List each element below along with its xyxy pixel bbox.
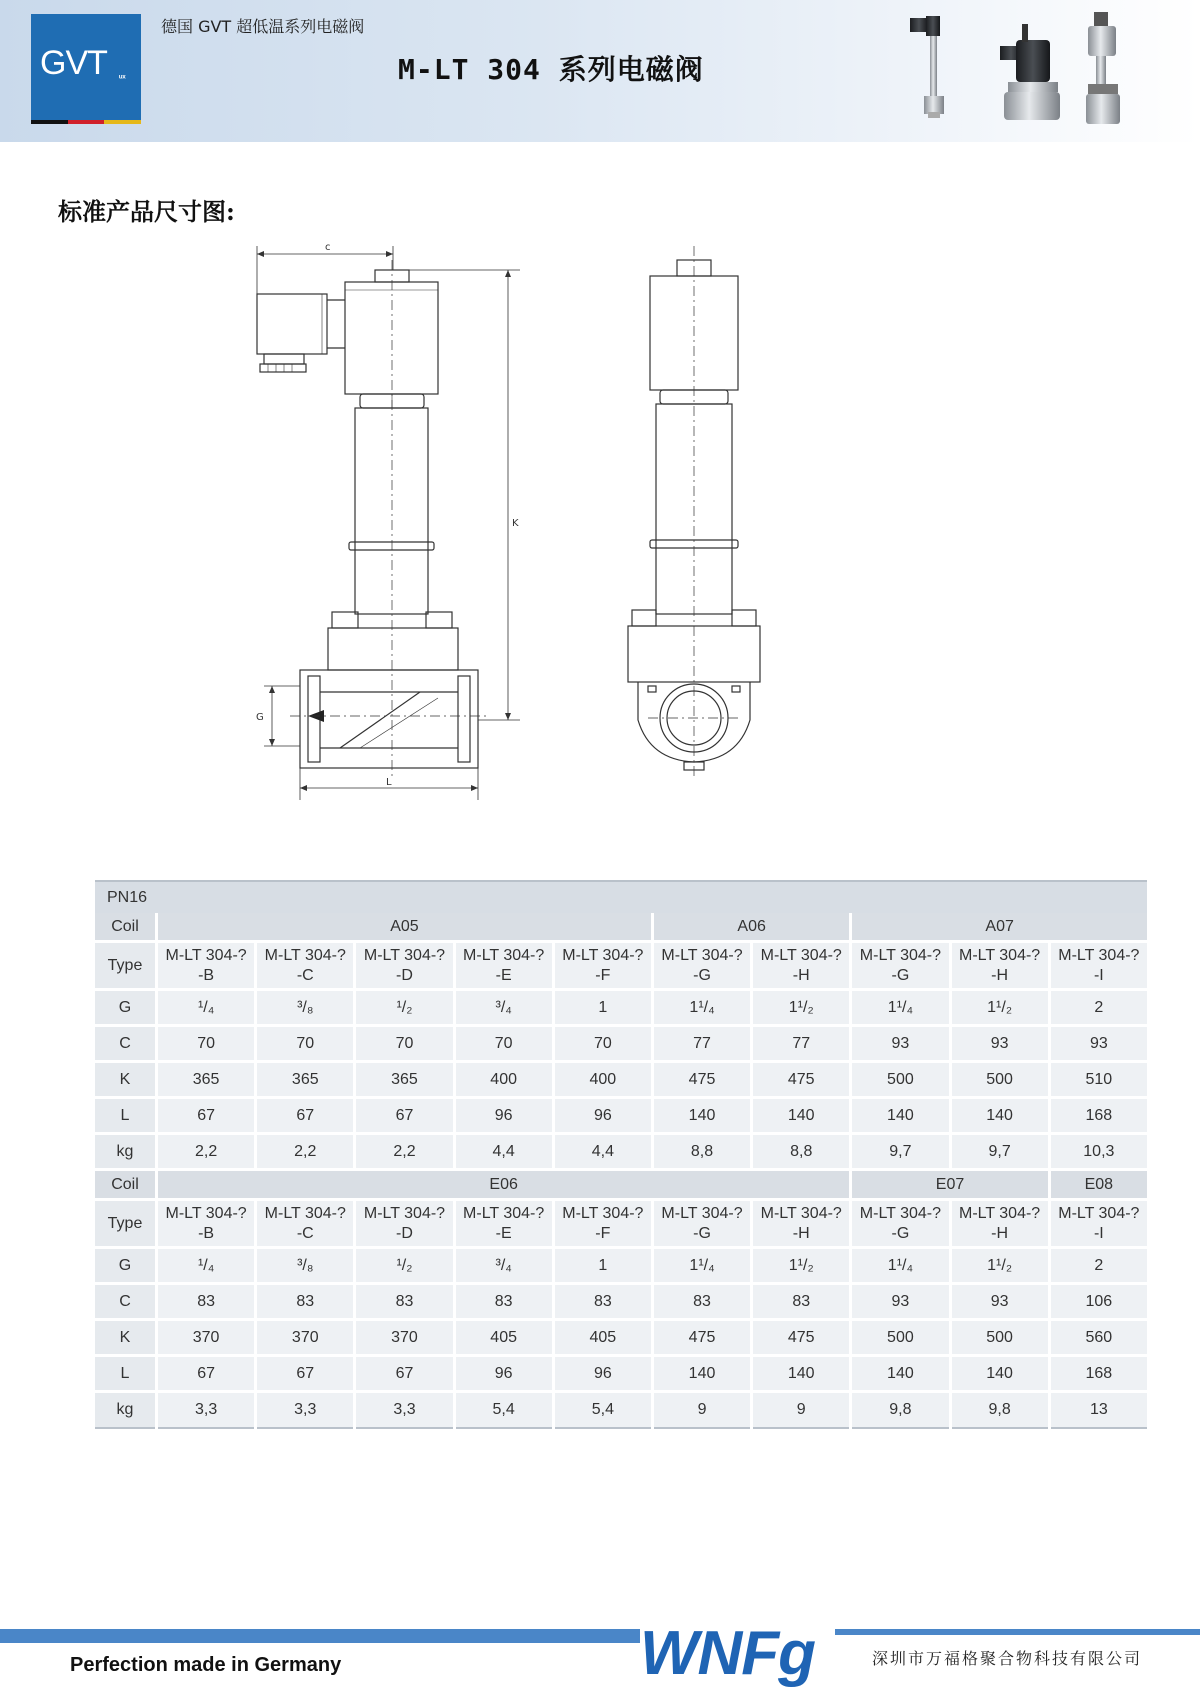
type-model: M-LT 304-? <box>562 946 644 964</box>
data-cell: 83 <box>158 1285 254 1321</box>
row-label: L <box>95 1357 155 1393</box>
data-cell: 10,3 <box>1051 1135 1147 1171</box>
data-cell: 70 <box>257 1027 353 1063</box>
data-cell: 1¹/₂ <box>952 1249 1048 1285</box>
type-model: M-LT 304-? <box>661 946 743 964</box>
data-cell: 140 <box>753 1099 849 1135</box>
type-cell <box>1051 943 1147 991</box>
spec-table <box>92 880 1150 1429</box>
front-view <box>628 246 760 776</box>
type-cell <box>158 943 254 991</box>
data-cell: 70 <box>456 1027 552 1063</box>
coil-row <box>95 913 1147 943</box>
footer-slogan: Perfection made in Germany <box>70 1654 342 1676</box>
data-cell: 4,4 <box>456 1135 552 1171</box>
type-cell <box>257 1201 353 1249</box>
data-cell: 2 <box>1051 1249 1147 1285</box>
page-header <box>0 0 1200 142</box>
data-cell: 77 <box>753 1027 849 1063</box>
type-suffix: -H <box>991 1224 1009 1242</box>
coil-row <box>95 1171 1147 1201</box>
row-label: K <box>95 1321 155 1357</box>
data-cell: 5,4 <box>555 1393 651 1429</box>
row-label: kg <box>95 1135 155 1171</box>
type-suffix: -E <box>495 1224 512 1242</box>
type-suffix: -H <box>991 966 1009 984</box>
product-photo-1 <box>910 16 944 118</box>
coil-group-header: A06 <box>654 913 849 943</box>
type-cell <box>753 1201 849 1249</box>
data-cell: 83 <box>753 1285 849 1321</box>
data-cell: ³/₄ <box>456 1249 552 1285</box>
data-cell: 365 <box>158 1063 254 1099</box>
data-cell: 2 <box>1051 991 1147 1027</box>
header-title: M-LT 304 系列电磁阀 <box>398 53 704 86</box>
type-suffix: -F <box>595 1224 611 1242</box>
row-label: K <box>95 1063 155 1099</box>
data-cell: 106 <box>1051 1285 1147 1321</box>
type-suffix: -I <box>1093 1224 1104 1242</box>
type-model: M-LT 304-? <box>958 946 1041 964</box>
data-cell: 370 <box>158 1321 254 1357</box>
dimension-drawing <box>250 240 810 860</box>
logo-mark: ᵤₓ <box>119 70 126 80</box>
data-cell: 93 <box>1051 1027 1147 1063</box>
data-cell: 475 <box>753 1321 849 1357</box>
type-cell <box>852 1201 948 1249</box>
type-cell <box>852 943 948 991</box>
data-cell: 96 <box>456 1099 552 1135</box>
type-cell <box>257 943 353 991</box>
row-label: G <box>95 1249 155 1285</box>
pressure-row <box>95 880 1147 913</box>
data-cell: 500 <box>852 1063 948 1099</box>
data-cell: 140 <box>852 1099 948 1135</box>
data-cell: 5,4 <box>456 1393 552 1429</box>
type-model: M-LT 304-? <box>165 946 247 964</box>
data-cell: 405 <box>555 1321 651 1357</box>
data-cell: 370 <box>356 1321 452 1357</box>
product-photo-3 <box>1086 12 1120 124</box>
type-suffix: -F <box>595 966 611 984</box>
data-cell: 83 <box>257 1285 353 1321</box>
data-cell: 140 <box>654 1099 750 1135</box>
data-cell: 96 <box>555 1357 651 1393</box>
type-cell <box>654 1201 750 1249</box>
data-cell: 370 <box>257 1321 353 1357</box>
data-cell: 93 <box>952 1027 1048 1063</box>
data-row <box>95 1135 1147 1171</box>
data-cell: 400 <box>456 1063 552 1099</box>
row-label: L <box>95 1099 155 1135</box>
data-cell: 2,2 <box>356 1135 452 1171</box>
data-cell: 510 <box>1051 1063 1147 1099</box>
data-cell: 9,7 <box>952 1135 1048 1171</box>
type-suffix: -B <box>198 966 215 984</box>
data-row <box>95 1393 1147 1429</box>
type-suffix: -G <box>891 1224 910 1242</box>
data-cell: 560 <box>1051 1321 1147 1357</box>
data-cell: 9 <box>753 1393 849 1429</box>
data-cell: 3,3 <box>356 1393 452 1429</box>
data-cell: ³/₈ <box>257 1249 353 1285</box>
data-cell: ³/₈ <box>257 991 353 1027</box>
footer-rule-left <box>0 1629 640 1643</box>
data-cell: 1¹/₄ <box>654 1249 750 1285</box>
type-suffix: -B <box>198 1224 215 1242</box>
type-suffix: -C <box>296 1224 314 1242</box>
data-cell: 96 <box>456 1357 552 1393</box>
type-model: M-LT 304-? <box>264 1204 346 1222</box>
type-model: M-LT 304-? <box>1058 1204 1140 1222</box>
type-suffix: -G <box>693 966 711 984</box>
data-cell: 1 <box>555 991 651 1027</box>
data-cell: 1¹/₂ <box>753 1249 849 1285</box>
type-cell <box>456 1201 552 1249</box>
data-cell: 3,3 <box>257 1393 353 1429</box>
data-cell: 67 <box>257 1357 353 1393</box>
data-row <box>95 1027 1147 1063</box>
dim-label-k: K <box>512 518 519 529</box>
coil-group-header: A05 <box>158 913 651 943</box>
data-cell: 1¹/₄ <box>852 1249 948 1285</box>
header-subtitle: 德国 GVT 超低温系列电磁阀 <box>161 17 365 36</box>
data-cell: ¹/₄ <box>158 1249 254 1285</box>
pressure-label: PN16 <box>95 880 1147 913</box>
data-cell: ¹/₂ <box>356 991 452 1027</box>
data-cell: 70 <box>555 1027 651 1063</box>
type-cell <box>356 943 452 991</box>
dim-label-l: L <box>386 777 392 788</box>
type-label: Type <box>95 1201 155 1249</box>
data-cell: 3,3 <box>158 1393 254 1429</box>
data-cell: 168 <box>1051 1099 1147 1135</box>
data-cell: 93 <box>952 1285 1048 1321</box>
data-cell: 1¹/₄ <box>654 991 750 1027</box>
type-cell <box>952 943 1048 991</box>
type-row <box>95 943 1147 991</box>
type-row <box>95 1201 1147 1249</box>
type-suffix: -C <box>296 966 314 984</box>
data-cell: ¹/₂ <box>356 1249 452 1285</box>
data-row <box>95 1099 1147 1135</box>
logo-flag-stripe <box>31 120 141 124</box>
product-photo-2 <box>1000 24 1060 120</box>
type-cell <box>555 1201 651 1249</box>
type-cell <box>753 943 849 991</box>
type-suffix: -D <box>396 1224 413 1242</box>
type-cell <box>456 943 552 991</box>
type-cell <box>356 1201 452 1249</box>
type-model: M-LT 304-? <box>165 1204 247 1222</box>
data-row <box>95 991 1147 1027</box>
data-cell: 8,8 <box>753 1135 849 1171</box>
type-label: Type <box>95 943 155 991</box>
data-cell: 140 <box>753 1357 849 1393</box>
coil-group-header: E06 <box>158 1171 849 1201</box>
data-cell: 2,2 <box>158 1135 254 1171</box>
data-cell: 93 <box>852 1027 948 1063</box>
type-model: M-LT 304-? <box>958 1204 1041 1222</box>
data-row <box>95 1249 1147 1285</box>
data-cell: 67 <box>158 1099 254 1135</box>
data-cell: 4,4 <box>555 1135 651 1171</box>
type-model: M-LT 304-? <box>363 1204 446 1222</box>
data-cell: 1 <box>555 1249 651 1285</box>
coil-group-header: E08 <box>1051 1171 1147 1201</box>
type-cell <box>654 943 750 991</box>
footer-rule-right <box>835 1629 1200 1635</box>
type-model: M-LT 304-? <box>859 946 942 964</box>
row-label: G <box>95 991 155 1027</box>
type-suffix: -H <box>792 1224 810 1242</box>
footer-brand-logo: WNFg <box>640 1619 816 1688</box>
side-view <box>256 242 520 800</box>
coil-group-header: E07 <box>852 1171 1047 1201</box>
data-cell: 140 <box>952 1357 1048 1393</box>
data-cell: 475 <box>753 1063 849 1099</box>
data-row <box>95 1285 1147 1321</box>
footer-company-name: 深圳市万福格聚合物科技有限公司 <box>872 1649 1143 1668</box>
type-suffix: -D <box>396 966 413 984</box>
product-photos <box>890 6 1150 142</box>
data-cell: 8,8 <box>654 1135 750 1171</box>
flag-gold <box>104 120 141 124</box>
row-label: C <box>95 1285 155 1321</box>
type-suffix: -G <box>693 1224 711 1242</box>
data-cell: 9,7 <box>852 1135 948 1171</box>
data-cell: 70 <box>158 1027 254 1063</box>
data-cell: 93 <box>852 1285 948 1321</box>
type-model: M-LT 304-? <box>859 1204 942 1222</box>
data-cell: 500 <box>952 1321 1048 1357</box>
data-cell: 83 <box>456 1285 552 1321</box>
type-suffix: -G <box>891 966 910 984</box>
specification-table <box>92 880 1150 1429</box>
section-title: 标准产品尺寸图: <box>58 197 235 226</box>
data-cell: 70 <box>356 1027 452 1063</box>
type-model: M-LT 304-? <box>463 946 545 964</box>
data-cell: 475 <box>654 1063 750 1099</box>
data-cell: 500 <box>852 1321 948 1357</box>
data-cell: 475 <box>654 1321 750 1357</box>
type-model: M-LT 304-? <box>1058 946 1140 964</box>
type-model: M-LT 304-? <box>264 946 346 964</box>
data-cell: 83 <box>555 1285 651 1321</box>
flag-red <box>68 120 105 124</box>
data-cell: 67 <box>356 1357 452 1393</box>
data-cell: 1¹/₄ <box>852 991 948 1027</box>
data-cell: 13 <box>1051 1393 1147 1429</box>
data-cell: 83 <box>356 1285 452 1321</box>
data-cell: 77 <box>654 1027 750 1063</box>
data-cell: 9,8 <box>952 1393 1048 1429</box>
type-suffix: -E <box>495 966 512 984</box>
type-suffix: -H <box>792 966 810 984</box>
type-model: M-LT 304-? <box>463 1204 545 1222</box>
gvt-logo <box>31 14 141 122</box>
type-cell <box>952 1201 1048 1249</box>
data-cell: 405 <box>456 1321 552 1357</box>
data-cell: 67 <box>356 1099 452 1135</box>
data-row <box>95 1321 1147 1357</box>
data-cell: 67 <box>158 1357 254 1393</box>
data-cell: 2,2 <box>257 1135 353 1171</box>
type-model: M-LT 304-? <box>562 1204 644 1222</box>
dim-label-g: G <box>256 712 264 723</box>
data-cell: ³/₄ <box>456 991 552 1027</box>
type-model: M-LT 304-? <box>760 946 842 964</box>
logo-text: GVT <box>40 44 107 82</box>
data-cell: 1¹/₂ <box>753 991 849 1027</box>
spec-table-body <box>95 880 1147 1429</box>
type-model: M-LT 304-? <box>363 946 446 964</box>
coil-label: Coil <box>95 913 155 943</box>
row-label: kg <box>95 1393 155 1429</box>
dim-label-c: c <box>325 242 331 253</box>
type-cell <box>158 1201 254 1249</box>
coil-group-header: A07 <box>852 913 1147 943</box>
coil-label: Coil <box>95 1171 155 1201</box>
data-cell: 500 <box>952 1063 1048 1099</box>
data-cell: 365 <box>257 1063 353 1099</box>
data-cell: ¹/₄ <box>158 991 254 1027</box>
type-cell <box>1051 1201 1147 1249</box>
data-cell: 140 <box>852 1357 948 1393</box>
data-cell: 1¹/₂ <box>952 991 1048 1027</box>
data-cell: 140 <box>654 1357 750 1393</box>
data-cell: 96 <box>555 1099 651 1135</box>
type-suffix: -I <box>1093 966 1104 984</box>
data-cell: 365 <box>356 1063 452 1099</box>
type-model: M-LT 304-? <box>760 1204 842 1222</box>
data-cell: 9 <box>654 1393 750 1429</box>
data-row <box>95 1063 1147 1099</box>
data-cell: 83 <box>654 1285 750 1321</box>
data-cell: 400 <box>555 1063 651 1099</box>
data-cell: 9,8 <box>852 1393 948 1429</box>
data-cell: 140 <box>952 1099 1048 1135</box>
data-cell: 168 <box>1051 1357 1147 1393</box>
type-cell <box>555 943 651 991</box>
data-cell: 67 <box>257 1099 353 1135</box>
flag-black <box>31 120 68 124</box>
type-model: M-LT 304-? <box>661 1204 743 1222</box>
row-label: C <box>95 1027 155 1063</box>
data-row <box>95 1357 1147 1393</box>
